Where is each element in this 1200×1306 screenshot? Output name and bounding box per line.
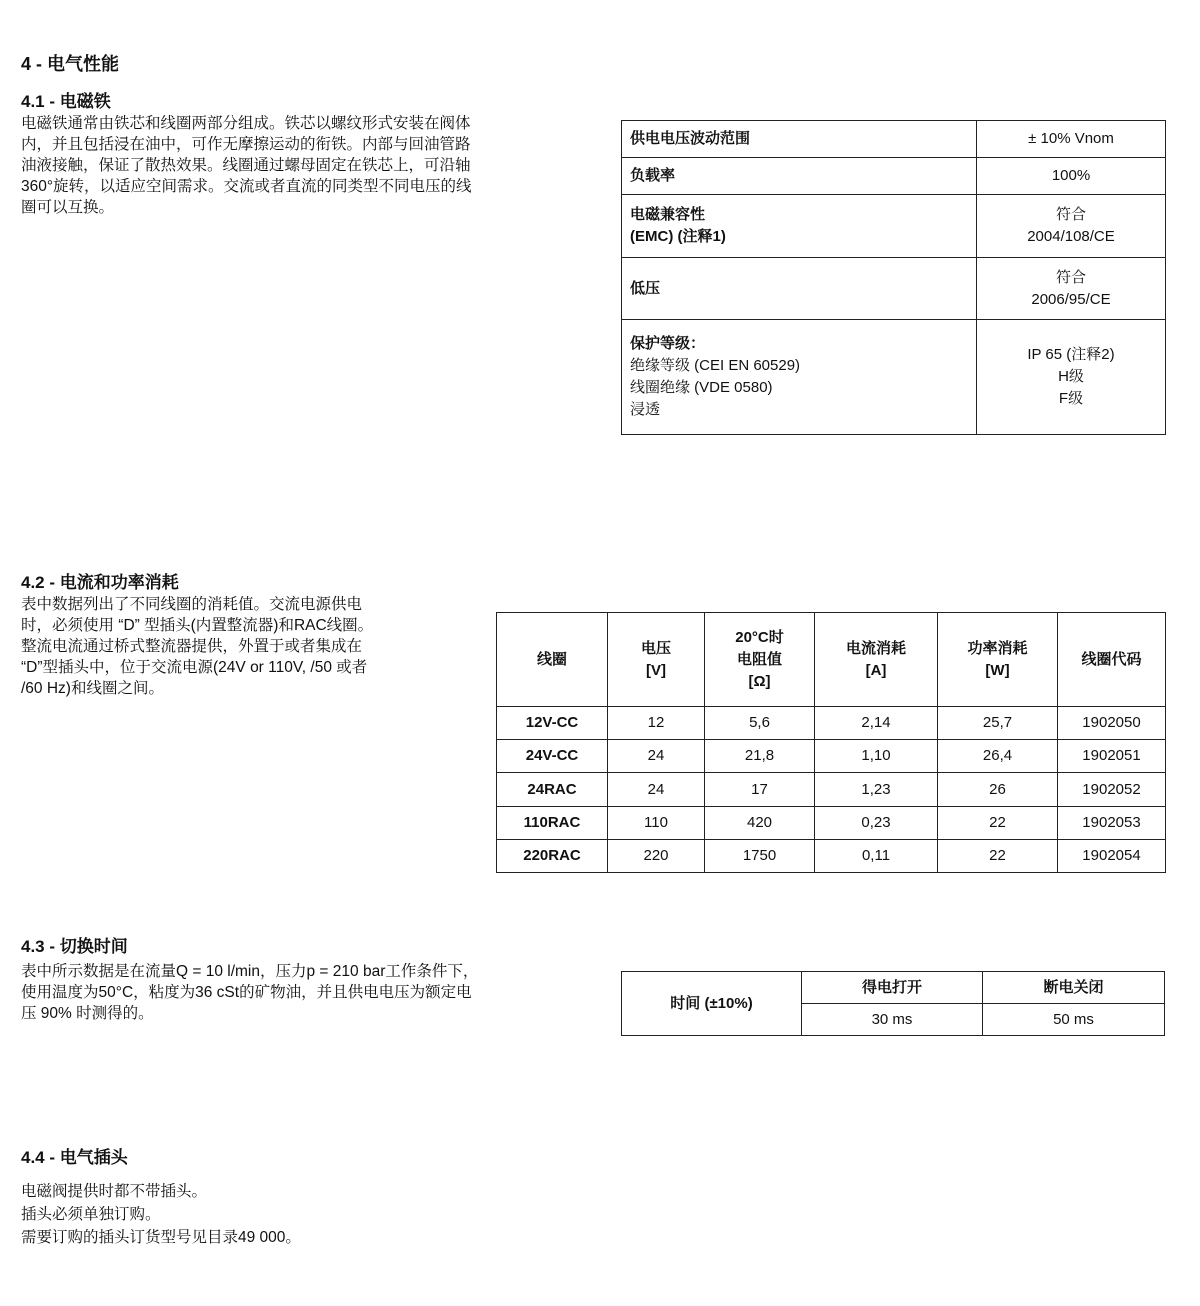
header-line: 功率消耗 [967,639,1028,657]
cell-resistance: 420 [705,807,815,840]
de-energizing-value: 50 ms [983,1004,1165,1036]
section-4-2-paragraph [21,594,373,699]
duty-cycle-label: 负载率 [622,158,977,195]
low-voltage-value [977,258,1166,320]
cell-coil: 12V-CC [497,707,608,740]
protection-title: 保护等级： [630,335,706,352]
table-row [622,972,1165,1004]
paragraph-line: 整流电流通过桥式整流器提供，外置于或者集成在 [21,638,363,655]
cell-voltage: 12 [608,707,705,740]
table-row [497,807,1166,840]
voltage-range-label: 供电电压波动范围 [622,121,977,158]
protection-value-line: F级 [1058,390,1084,407]
table-row [497,840,1166,873]
cell-power: 22 [938,807,1058,840]
cell-current: 2,14 [815,707,938,740]
cell-current: 1,10 [815,740,938,773]
protection-value-line: IP 65 (注释2) [1027,346,1115,363]
header-code: 线圈代码 [1058,613,1166,707]
section-title: 4 - 电气性能 [21,54,120,74]
protection-item: 浸透 [630,401,661,418]
section-4-3-title: 4.3 - 切换时间 [21,937,128,956]
cell-coil: 24RAC [497,773,608,807]
paragraph-line: 表中所示数据是在流量Q = 10 l/min，压力p = 210 bar工作条件下， [21,963,479,980]
cell-resistance: 17 [705,773,815,807]
cell-code: 1902050 [1058,707,1166,740]
table-row [622,258,1166,320]
emc-value-line: 符合 [1055,206,1086,223]
voltage-range-value: ± 10% Vnom [977,121,1166,158]
cell-resistance: 21,8 [705,740,815,773]
cell-coil: 24V-CC [497,740,608,773]
section-4-1-title: 4.1 - 电磁铁 [21,92,111,111]
header-line: [W] [985,661,1010,679]
cell-current: 0,23 [815,807,938,840]
low-voltage-label: 低压 [622,258,977,320]
low-voltage-value-line: 2006/95/CE [1031,290,1111,308]
solenoid-specs-table [621,120,1166,435]
cell-code: 1902053 [1058,807,1166,840]
header-resistance [705,613,815,707]
protection-value-line: H级 [1058,368,1084,385]
low-voltage-value-line: 符合 [1055,268,1086,286]
cell-power: 26 [938,773,1058,807]
emc-label-line: 电磁兼容性 [630,206,706,223]
paragraph-line: 圈可以互换。 [21,199,115,216]
cell-code: 1902054 [1058,840,1166,873]
cell-code: 1902051 [1058,740,1166,773]
header-voltage [608,613,705,707]
switching-time-table [621,971,1165,1036]
cell-code: 1902052 [1058,773,1166,807]
table-row [497,773,1166,807]
cell-voltage: 110 [608,807,705,840]
paragraph-line: 压 90% 时测得的。 [21,1005,154,1022]
cell-voltage: 220 [608,840,705,873]
table-row [622,158,1166,195]
paragraph-line: 电磁铁通常由铁芯和线圈两部分组成。铁芯以螺纹形式安装在阀体 [21,115,471,132]
section-4-4-paragraph [21,1180,301,1249]
time-tolerance-label: 时间 (±10%) [622,972,802,1036]
paragraph-line: “D”型插头中，位于交流电源(24V or 110V, /50 或者 [21,659,368,676]
header-power [938,613,1058,707]
paragraph-line: 需要订购的插头订货型号见目录49 000。 [21,1229,301,1246]
header-line: 电流消耗 [845,639,906,657]
paragraph-line: 表中数据列出了不同线圈的消耗值。交流电源供电 [21,596,363,613]
header-line: 20°C时 [735,628,784,646]
header-line: [V] [646,661,666,679]
coil-consumption-table [496,612,1166,873]
paragraph-line: 内，并且包括浸在油中，可作无摩擦运动的衔铁。内部与回油管路 [21,136,471,153]
energizing-header: 得电打开 [802,972,983,1004]
section-4-4-title: 4.4 - 电气插头 [21,1148,128,1167]
cell-power: 25,7 [938,707,1058,740]
energizing-value: 30 ms [802,1004,983,1036]
paragraph-line: 360°旋转，以适应空间需求。交流或者直流的同类型不同电压的线 [21,178,472,195]
paragraph-line: /60 Hz)和线圈之间。 [21,680,164,697]
paragraph-line: 使用温度为50°C，粘度为36 cSt的矿物油，并且供电电压为额定电 [21,984,472,1001]
section-4-1-paragraph [21,113,472,218]
header-line: 电压 [640,639,671,657]
paragraph-line: 时，必须使用 “D” 型插头(内置整流器)和RAC线圈。 [21,617,374,634]
table-header-row [497,613,1166,707]
table-row [497,740,1166,773]
protection-item: 绝缘等级 (CEI EN 60529) [630,357,801,374]
cell-coil: 110RAC [497,807,608,840]
cell-power: 22 [938,840,1058,873]
header-coil: 线圈 [497,613,608,707]
de-energizing-header: 断电关闭 [983,972,1165,1004]
header-line: [Ω] [748,672,771,690]
paragraph-line: 油液接触，保证了散热效果。线圈通过螺母固定在铁芯上，可沿轴 [21,157,471,174]
emc-label-line: (EMC) (注释1) [630,228,726,245]
cell-resistance: 1750 [705,840,815,873]
cell-voltage: 24 [608,773,705,807]
table-row [622,195,1166,258]
protection-value [977,320,1166,435]
protection-label [622,320,977,435]
paragraph-line: 插头必须单独订购。 [21,1206,161,1223]
duty-cycle-value: 100% [977,158,1166,195]
header-current [815,613,938,707]
cell-power: 26,4 [938,740,1058,773]
section-4-3-paragraph [21,961,478,1024]
emc-label [622,195,977,258]
paragraph-line: 电磁阀提供时都不带插头。 [21,1183,208,1200]
cell-current: 1,23 [815,773,938,807]
cell-voltage: 24 [608,740,705,773]
cell-coil: 220RAC [497,840,608,873]
header-line: [A] [865,661,887,679]
cell-resistance: 5,6 [705,707,815,740]
table-row [622,320,1166,435]
protection-item: 线圈绝缘 (VDE 0580) [630,379,773,396]
cell-current: 0,11 [815,840,938,873]
table-row [622,121,1166,158]
header-line: 电阻值 [736,650,782,668]
table-row [497,707,1166,740]
emc-value-line: 2004/108/CE [1027,228,1115,245]
section-4-2-title: 4.2 - 电流和功率消耗 [21,573,179,592]
emc-value [977,195,1166,258]
